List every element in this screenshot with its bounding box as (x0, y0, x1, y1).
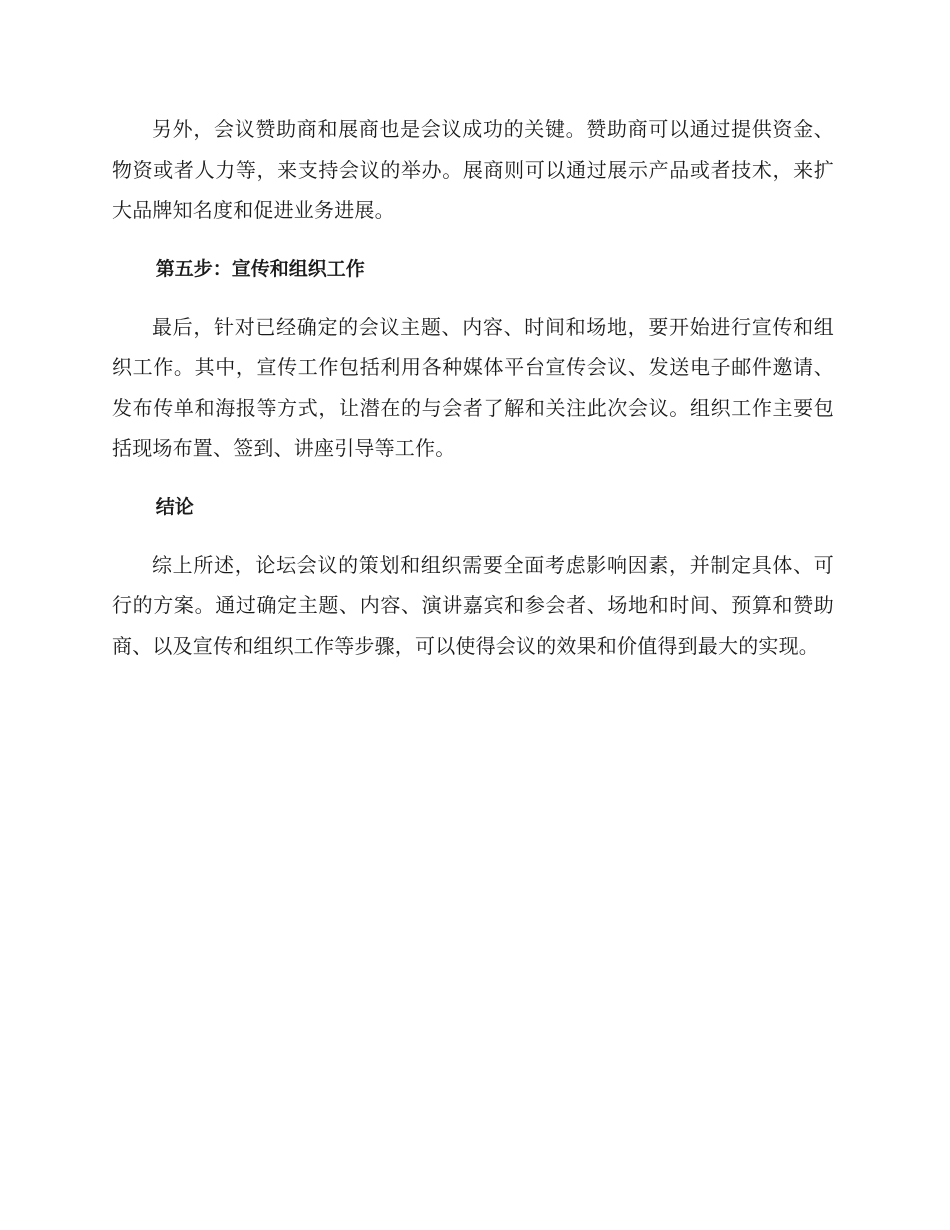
heading-step-five: 第五步：宣传和组织工作 (155, 257, 365, 280)
paragraph-conclusion: 综上所述，论坛会议的策划和组织需要全面考虑影响因素，并制定具体、可行的方案。通过确定主题、内容、演讲嘉宾和参会者、场地和时间、预算和赞助商、以及宣传和组织工作等步骤，可以使得会议的效果和价值得到最大的实现。 (112, 552, 834, 658)
paragraph-sponsors: 另外，会议赞助商和展商也是会议成功的关键。赞助商可以通过提供资金、物资或者人力等，来支持会议的举办。展商则可以通过展示产品或者技术，来扩大品牌知名度和促进业务进展。 (112, 117, 834, 222)
heading-conclusion: 结论 (155, 495, 194, 518)
paragraph-step-five: 最后，针对已经确定的会议主题、内容、时间和场地，要开始进行宣传和组织工作。其中，宣传工作包括利用各种媒体平台宣传会议、发送电子邮件邀请、发布传单和海报等方式，让潜在的与会者了解和关注此次会议。组织工作主要包括现场布置、签到、讲座引导等工作。 (112, 314, 834, 460)
document-body (112, 109, 834, 684)
